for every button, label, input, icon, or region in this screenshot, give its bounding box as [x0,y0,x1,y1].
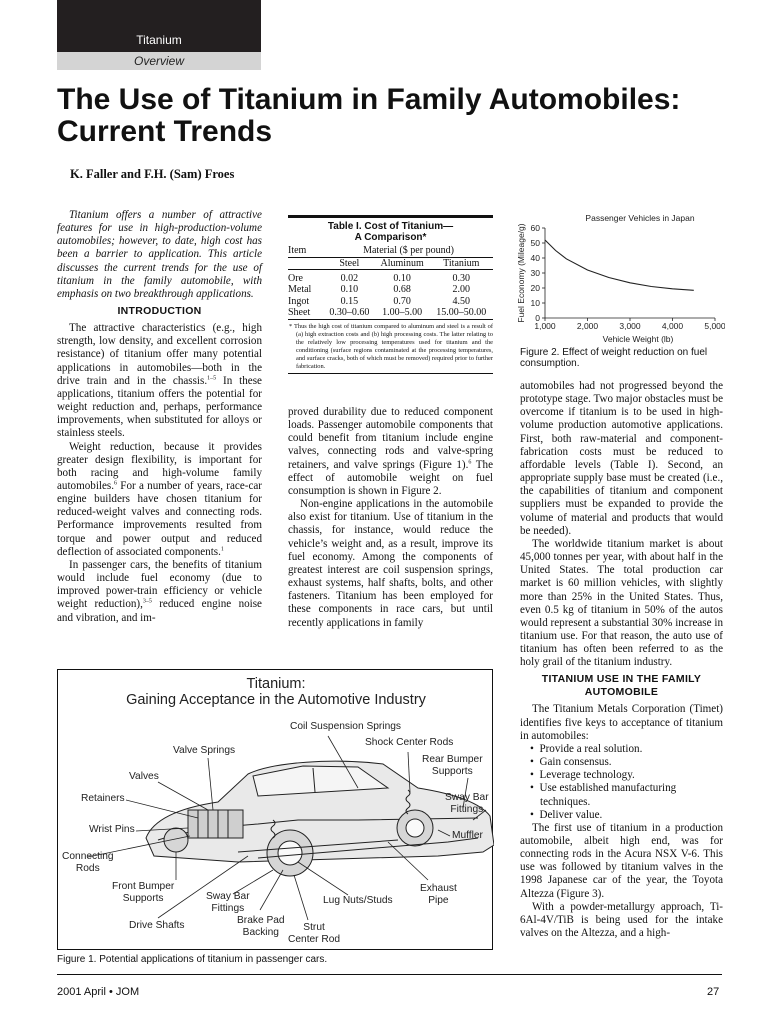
figure-1-subtitle: Gaining Acceptance in the Automotive Industry [126,692,426,708]
paragraph: Weight reduction, because it provides greater design flexibility, is important for both racing and high-volume family automobiles.$^6$ For a number of years, race-car engine builders have chosen titanium for reduced-weight valves and connecting rods. Performance improvements resulted from torque and power output and reduced deflection of associated components.$^1$ [57,440,262,558]
cost-table [288,245,493,320]
paragraph: The first use of titanium in a production automobile, albeit high end, was for connecting rods in the Acura NSX V-6. This use was followed by titanium valves in the 1998 Japanese car of the year, the Toyota Altezza (Figure 3). [520,821,723,900]
label-rear-bumper: Rear Bumper Supports [422,754,483,777]
list-item: • Leverage technology. [530,769,635,782]
page-number: 27 [707,986,720,998]
x-axis-label: Vehicle Weight (lb) [602,334,674,344]
label-valves: Valves [129,771,159,782]
label-valve-springs: Valve Springs [173,745,236,756]
paragraph: The attractive characteristics (e.g., high strength, low density, and excellent corrosion resistance) of titanium offer many potential applications in automobiles—both in the drive train and in the chassis.$^{1-5}$ In these applications, titanium offers the potential for weight reduction and, perhaps, performance improvements, when substituted for alloys or stainless steels. [57,322,262,440]
column-1 [57,209,262,625]
section-heading-family-automobile: TITANIUM USE IN THE FAMILY AUTOMOBILE [541,673,702,699]
paragraph: In passenger cars, the benefits of titanium would include fuel economy (due to improved power-train efficiency or vehicle weight reduction),$^{3-5}$ reduced engine noise and vibration, and im- [57,558,262,624]
label-front-bumper: Front Bumper Supports [112,881,175,904]
label-coil-springs: Coil Suspension Springs [290,721,401,732]
abstract: Titanium offers a number of attractive features for use in high-production-volume automobiles; however, to date, high cost has been a barrier to application. This article discusses the current trends for the use of titanium in the family automobile, with emphasis on two breakthrough applications. [57,209,262,300]
label-wrist-pins: Wrist Pins [89,824,135,835]
x-tick-label: 3,000 [619,321,641,331]
label-lug-nuts: Lug Nuts/Studs [323,895,393,906]
figure-1 [57,669,493,950]
table-row: Ingot 0.15 0.70 4.50 [288,295,471,307]
figure-1-caption: Figure 1. Potential applications of titanium in passenger cars. [57,954,328,965]
table-row: Metal 0.10 0.68 2.00 [288,284,471,295]
label-drive-shafts: Drive Shafts [129,920,185,931]
y-tick-label: 30 [530,268,540,278]
table-title: Table I. Cost of Titanium— A Comparison* [327,221,454,243]
column-header: Titanium [443,257,480,269]
paragraph: Non-engine applications in the automobile also exist for titanium. Use of titanium in the chassis, for instance, would reduce the vehicle’s weight and, as a result, improve its fuel economy. Among the components of greatest interest are coil suspension springs, exhaust systems, half shafts, bolts, and other fasteners. Titanium has been employed for these components in race cars, but until recently applications in family [288,498,493,629]
label-connecting-rods: Connecting Rods [62,851,114,874]
y-tick-label: 20 [530,283,540,293]
table-row: Ore 0.02 0.10 0.30 [288,272,471,284]
y-tick-label: 10 [530,298,540,308]
section-heading-introduction: INTRODUCTION [117,305,202,318]
table-row: Sheet 0.30–0.60 1.00–5.00 15.00–50.00 [288,307,493,319]
label-sway-bar-front: Sway Bar Fittings [206,891,250,914]
y-tick-label: 0 [535,313,540,323]
label-brake-pad: Brake Pad Backing [237,915,285,938]
material-header: Material ($ per pound) [324,245,493,257]
table-1 [288,215,493,374]
y-tick-label: 50 [530,238,540,248]
column-3 [520,380,723,940]
list-item: • Provide a real solution. [530,742,643,755]
y-tick-label: 40 [530,253,540,263]
y-axis-label: Fuel Economy (Mileage/g) [516,223,526,323]
column-2 [288,406,493,630]
section-label: Titanium [136,33,182,47]
column-header: Steel [339,257,360,269]
paragraph: With a powder-metallurgy approach, Ti-6Al-4V/TiB is being used for the intake valves on the Altezza, and a high- [520,900,723,940]
section-tab [57,0,261,52]
subsection-label: Overview [133,54,184,68]
x-tick-label: 1,000 [534,321,556,331]
article-authors: K. Faller and F.H. (Sam) Froes [70,167,235,181]
list-item: • Use established manufacturing techniques. [530,782,677,808]
fuel-economy-chart [515,210,725,345]
list-item: • Gain consensus. [530,756,612,769]
paragraph: proved durability due to reduced component loads. Passenger automobile components that could benefit from titanium include engine valves, connecting rods and valve-spring retainers, and valve springs (Figure 1).$^6$ The effect of automobile weight on fuel consumption is shown in Figure 2. [288,406,493,497]
footer-rule [57,974,722,975]
label-muffler: Muffler [452,830,483,841]
label-retainers: Retainers [81,793,125,804]
car-illustration [58,670,494,951]
label-exhaust-pipe: Exhaust Pipe [420,883,457,906]
x-tick-label: 5,000 [704,321,725,331]
x-tick-label: 2,000 [576,321,599,331]
list-item: • Deliver value. [530,808,603,821]
journal-footer: 2001 April • JOM [57,986,140,998]
chart-title: Passenger Vehicles in Japan [585,213,695,223]
y-tick-label: 60 [530,223,540,233]
paragraph: The worldwide titanium market is about 45,000 tonnes per year, with about half in the United States. The total production car market is 60 million vehicles, with slightly more than 25% in the United States. Thus, even 0.5 kg of titanium in 50% of the autos would represent a substantial 30% increase in titanium use. For that reason, the auto use of titanium has often been referred to as the holy grail of the titanium industry. [520,537,723,669]
table-footnote: * Thus the high cost of titanium compared to aluminum and steel is a result of (a) high extraction costs and (b) high processing costs. The latter relating to the relatively low processing temperatures used for titanium and the conditioning (surface regions contaminated at the processing temperatures, and surface cracks, both of which must be removed) required prior to further fabrication. [289,322,493,370]
figure-1-title: Titanium: [246,676,306,692]
figure-2-caption: Figure 2. Effect of weight reduction on fuel consumption. [520,347,708,369]
x-tick-label: 4,000 [661,321,684,331]
keys-list [520,743,723,822]
label-strut-rod: Strut Center Rod [288,922,341,945]
figure-2-chart [515,210,725,345]
series-line [545,240,694,290]
item-header: Item [288,245,324,257]
label-sway-bar-rear: Sway Bar Fittings [445,792,489,815]
label-shock-rods: Shock Center Rods [365,737,454,748]
article-title: The Use of Titanium in Family Automobiles: Current Trends [57,83,681,148]
paragraph: The Titanium Metals Corporation (Timet) identifies five keys to acceptance of titanium in automobiles: [520,703,723,742]
column-header: Aluminum [380,257,424,269]
subsection-tab [57,52,261,70]
paragraph: automobiles had not progressed beyond the prototype stage. Two major obstacles must be overcome if titanium is to be used in high-volume production automotive applications. First, both raw-material and component-fabrication costs must be reduced to affordable levels (Table I). Second, an appropriate supply base must be created (i.e., the capabilities of titanium and component suppliers must be expanded to provide the volume of material and products that would be needed). [520,380,723,537]
